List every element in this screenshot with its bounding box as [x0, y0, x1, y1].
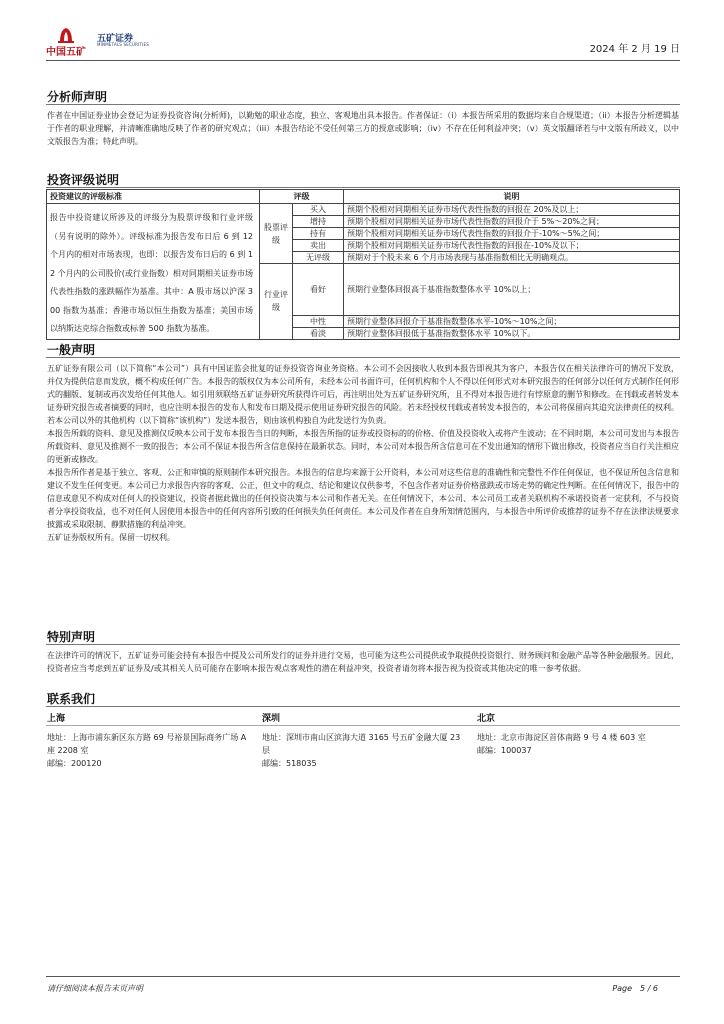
- rating-level: 看淡: [293, 327, 344, 339]
- office-address: 地址：深圳市南山区滨海大道 3165 号五矿金融大厦 23 层: [262, 733, 461, 755]
- special-text: 在法律许可的情况下，五矿证券可能会持有本报告中提及公司所发行的证券并进行交易，也可能为这些公司提供或争取提供投资银行、财务顾问和金融产品等各种金融服务。因此，投资者应当考虑到五矿证券及/或其相关人员可能存在影响本报告观点客观性的潜在利益冲突，投资者请勿将本报告视为投资或其他决定的唯一参考依据。: [47, 651, 679, 673]
- office-city-beijing: 北京: [477, 714, 496, 724]
- footer-disclaimer-note: 请仔细阅读本报告末页声明: [47, 984, 143, 993]
- logo-emblem-icon: [46, 26, 86, 44]
- rating-title: 投资评级说明: [47, 173, 120, 187]
- special-rule: [46, 644, 680, 645]
- rating-desc: 预期个股相对同期相关证券市场代表性指数的回报在 20%及以上；: [344, 204, 680, 216]
- office-postcode: 邮编：518035: [262, 759, 317, 768]
- logo-subtitle: MINMETALS SECURITIES: [97, 42, 149, 47]
- contact-city-rule: [46, 725, 680, 726]
- page-number: Page 5 / 6: [612, 984, 658, 993]
- office-beijing: [477, 731, 682, 757]
- general-rule: [46, 357, 680, 358]
- rating-level: 持有: [293, 228, 344, 240]
- general-paragraph-3: 本报告所作者是基于独立、客观、公正和审慎的原则制作本研究报告。本报告的信息均来源于公开资料，本公司对这些信息的准确性和完整性不作任何保证，也不保证所包含信息和建议不发生任何变更。本公司已力求报告内容的客观、公正，但文中的观点、结论和建议仅供参考，不包含作者对证券价格涨跌或市场走势的确定性判断。在任何情况下，报告中的信息或意见不构成对任何人的投资建议，投资者据此做出的任何投资决策与本公司和作者无关。在任何情况下，本公司、本公司员工或者关联机构不承诺投资者一定获利，不与投资者分享投资收益，也不对任何人因使用本报告中的任何内容所引致的任何损失负任何责任。本公司及作者在自身所知情范围内，与本报告中所评价或推荐的证券不存在法律法规要求披露或采取限制、静默措施的利益冲突。: [47, 468, 679, 529]
- office-address: 地址：北京市海淀区首体南路 9 号 4 楼 603 室: [477, 733, 646, 742]
- rating-rule: [46, 187, 680, 188]
- office-address: 地址：上海市浦东新区东方路 69 号裕景国际商务广场 A 座 2208 室: [47, 733, 247, 755]
- rating-level: 买入: [293, 204, 344, 216]
- office-shenzhen: [262, 731, 467, 770]
- header-divider: [46, 60, 680, 61]
- rating-explain: 报告中投资建议所涉及的评级分为股票评级和行业评级（另有说明的除外）。评级标准为报告发布日后 6 到 12 个月内的相对市场表现，也即：以报告发布日后的 6 到 12 个月内的公司股价(或行业指数）相对同期相关证券市场代表性指数的涨跌幅作为基准。其中：A 股市场以沪深 300 指数为基准；香港市场以恒生指数为基准；美国市场以纳斯达克综合指数或标普 500 指数为基准。: [47, 204, 260, 340]
- rating-desc: 预期行业整体回报高于基准指数整体水平 10%以上；: [344, 264, 680, 316]
- rating-level: 卖出: [293, 240, 344, 252]
- rating-col-desc: 说明: [344, 190, 680, 204]
- general-text: [47, 362, 679, 544]
- analyst-title: 分析师声明: [47, 90, 108, 104]
- rating-desc: 预期对于个股未来 6 个月市场表现与基准指数相比无明确观点。: [344, 252, 680, 264]
- office-shanghai: [47, 731, 252, 770]
- rating-level: 看好: [293, 264, 344, 316]
- logo-text-cn: 中国五矿: [46, 47, 86, 58]
- footer-divider: [46, 976, 680, 977]
- contact-title: 联系我们: [47, 692, 96, 706]
- office-city-shenzhen: 深圳: [262, 714, 281, 724]
- rating-desc: 预期个股相对同期相关证券市场代表性指数的回报介于 5%～20%之间；: [344, 216, 680, 228]
- office-postcode: 邮编：100037: [477, 746, 532, 755]
- rating-level: 增持: [293, 216, 344, 228]
- rating-col-level: 评级: [260, 190, 344, 204]
- industry-rating-label: 行业评级: [260, 264, 293, 340]
- logo-text-wk: 五矿证券: [97, 34, 134, 44]
- analyst-text: 作者在中国证券业协会登记为证券投资咨询(分析师)，以勤勉的职业态度，独立、客观地出具本报告。作者保证：（i）本报告所采用的数据均来自合规渠道；（ii）本报告分析逻辑基于作者的职业理解，并清晰准确地反映了作者的研究观点；（iii）本报告结论不受任何第三方的授意或影响；（iv）不存在任何利益冲突；（v）英文版翻译若与中文版有所歧义，以中文版报告为准；特此声明。: [47, 111, 679, 146]
- office-postcode: 邮编：200120: [47, 759, 102, 768]
- special-title: 特别声明: [47, 630, 96, 644]
- general-title: 一般声明: [47, 343, 96, 357]
- rating-desc: 预期行业整体回报低于基准指数整体水平 10%以下。: [344, 327, 680, 339]
- report-date: 2024 年 2 月 19 日: [589, 44, 680, 55]
- rating-level: 无评级: [293, 252, 344, 264]
- general-paragraph-2: 本报告所载的资料、意见及推测仅反映本公司于发布本报告当日的判断，本报告所指的证券或投资标的的价格、价值及投资收入或将产生波动；在不同时期，本公司可发出与本报告所载资料、意见及推测不一致的报告；本公司不保证本报告所含信息保持在最新状态。同时，本公司对本报告所含信息可在不发出通知的情形下做出修改，投资者应当自行关注相应的更新或修改。: [47, 429, 679, 464]
- contact-rule: [46, 706, 680, 707]
- analyst-rule: [46, 104, 680, 105]
- rating-col-standard: 投资建议的评级标准: [47, 190, 260, 204]
- office-city-shanghai: 上海: [47, 714, 66, 724]
- general-paragraph-4: 五矿证券版权所有。保留一切权利。: [47, 533, 175, 542]
- stock-rating-label: 股票评级: [260, 204, 293, 264]
- rating-desc: 预期行业整体回报介于基准指数整体水平-10%～10%之间；: [344, 315, 680, 327]
- rating-desc: 预期个股相对同期相关证券市场代表性指数的回报在-10%及以下；: [344, 240, 680, 252]
- rating-desc: 预期个股相对同期相关证券市场代表性指数的回报介于-10%～5%之间；: [344, 228, 680, 240]
- rating-level: 中性: [293, 315, 344, 327]
- general-paragraph-1: 五矿证券有限公司（以下简称“本公司”）具有中国证监会批复的证券投资咨询业务资格。本公司不会因接收人收到本报告即视其为客户，本报告仅在相关法律许可的情况下发放，并仅为提供信息而发放，概不构成任何广告。本报告的版权仅为本公司所有，未经本公司书面许可，任何机构和个人不得以任何形式对本研究报告的任何部分以任何方式制作任何形式的翻版、复制或再次发给任何其他人。如引用须联络五矿证券研究所获得许可后，再注明出处为五矿证券研究所，且不得对本报告进行有悖原意的删节和修改。在刊载或者转发本证券研究报告或者摘要的同时，也应注明本报告的发布人和发布日期及提示使用证券研究报告的风险。若未经授权刊载或者转发本报告的，本公司将保留向其追究法律责任的权利。若本公司以外的其他机构（以下简称“该机构”）发送本报告，则由该机构独自为此发送行为负责。: [47, 364, 679, 425]
- rating-table: [46, 189, 680, 338]
